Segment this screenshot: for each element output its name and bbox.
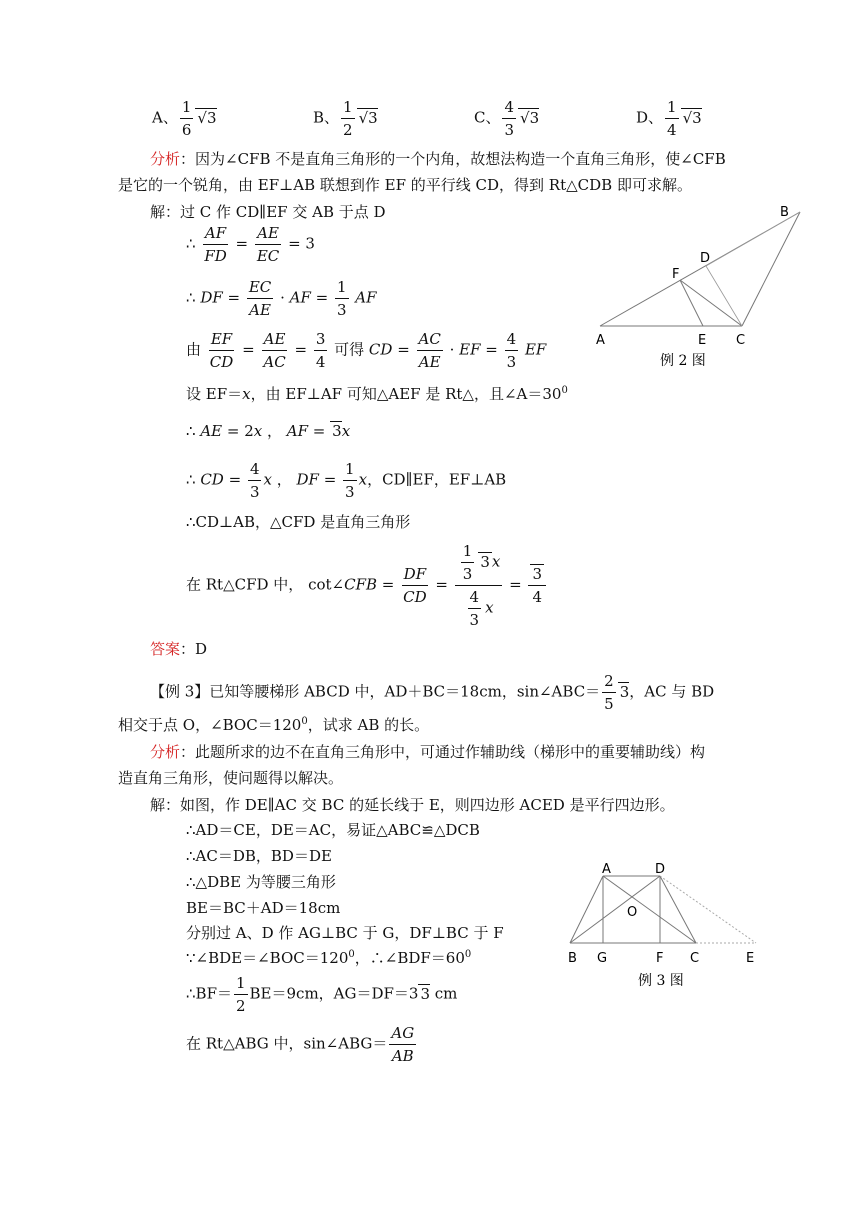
sqrt3: √3 <box>520 108 540 127</box>
set-text2: ，由 EF⊥AF 可知△AEF 是 Rt△，且∠A＝30 <box>250 385 562 403</box>
s8a: ∴BF＝ <box>186 984 232 1003</box>
eq-df: ∴ DF = $\frac{EC}{AE}$ · AF = $\frac{1}{3}$ AF <box>186 278 377 319</box>
analysis-text: ：因为∠CFB 不是直角三角形的一个内角，故想法构造一个直角三角形，使∠CFB <box>180 150 726 168</box>
ex3-line2: 相交于点 O，$\angle BOC=120^0$，试求 AB 的长。 <box>118 716 430 734</box>
option-c <box>474 96 539 141</box>
option-a-label: A、 <box>152 108 178 127</box>
ex3-s7: $\because\angle BDE=\angle BOC=120^0$，$\therefore\angle BDF=60^0$ <box>186 949 472 967</box>
analysis-text: ：此题所求的边不在直角三角形中，可通过作辅助线（梯形中的重要辅助线）构 <box>180 743 706 761</box>
ex3-s3: ∴AC＝DB，BD＝DE <box>186 847 332 865</box>
numerator: 1 <box>180 96 194 119</box>
ex3-s6: 分别过 A、D 作 AG⊥BC 于 G，DF⊥BC 于 F <box>186 924 504 942</box>
in-rt-text: 在 Rt△CFD 中， <box>186 575 304 594</box>
eq-cot: 在 Rt△CFD 中， cot∠CFB = $\frac{DF}{CD}$ = $\frac{1}{3}$ 3 x $\frac{4}{3}$ x = $\frac{3}{4}$ <box>186 540 548 631</box>
ex2-solution-line1: 解：过 C 作 CD∥EF 交 AB 于点 D <box>150 203 386 221</box>
numerator: 4 <box>502 96 516 119</box>
ex3-solution-line1: 解：如图，作 DE∥AC 交 BC 的延长线于 E，则四边形 ACED 是平行四边形。 <box>150 796 675 814</box>
s9-text: 在 Rt△ABG 中，sin∠ABG＝ <box>186 1034 388 1053</box>
point-g-label: G <box>597 951 608 966</box>
denominator: 2 <box>343 121 353 139</box>
answer-label: 答案 <box>150 640 181 658</box>
numerator: 2 <box>602 670 616 693</box>
sqrt3: √3 <box>197 108 217 127</box>
option-d-label: D、 <box>636 108 664 127</box>
figure-3-caption: 例 3 图 <box>638 973 684 989</box>
figure-example-2 <box>590 200 810 380</box>
s7b: ，∴∠BDF＝60 <box>354 949 465 967</box>
ex3-title-tail: ，AC 与 BD <box>629 682 715 701</box>
ex3-s9: 在 Rt△ABG 中，sin∠ABG＝ $\frac{AG}{AB}$ <box>186 1024 415 1065</box>
figure-2-caption: 例 2 图 <box>660 353 706 369</box>
numerator: 1 <box>665 96 679 119</box>
option-b <box>313 96 378 141</box>
cd-tail: ，CD∥EF，EF⊥AB <box>367 470 507 489</box>
ex3-line2-text: 相交于点 O，∠BOC＝120 <box>118 716 302 734</box>
point-b-label: B <box>568 951 577 966</box>
fraction <box>341 96 355 141</box>
eq-ef-cd: 由 $\frac{EF}{CD}$ = $\frac{AE}{AC}$ = $\frac{3}{4}$ 可得 CD = $\frac{AC}{AE}$ · EF = $\frac{4}{3}$ EF <box>186 330 547 371</box>
point-o-label: O <box>627 905 638 920</box>
fraction <box>502 96 516 141</box>
denominator: 4 <box>667 121 677 139</box>
point-a-label: A <box>596 333 605 348</box>
option-a <box>152 96 217 141</box>
option-b-label: B、 <box>313 108 340 127</box>
analysis-label: 分析 <box>150 150 181 168</box>
point-d-label: D <box>655 862 666 877</box>
numerator: 1 <box>341 96 355 119</box>
figure-example-3 <box>560 858 770 998</box>
point-c-label: C <box>736 333 746 348</box>
ex2-answer <box>150 638 207 659</box>
ex2-analysis-line2: 是它的一个锐角，由 EF⊥AB 联想到作 EF 的平行线 CD，得到 Rt△CDB 即可求解。 <box>118 176 692 194</box>
analysis-label: 分析 <box>150 743 181 761</box>
eq-af-fd: ∴ $\frac{AF}{FD}$ = $\frac{AE}{EC}$ = 3 <box>186 224 315 265</box>
s8b: BE＝9cm，AG＝DF＝3 <box>249 984 419 1003</box>
point-c-label: C <box>690 951 700 966</box>
set-text: 设 EF＝ <box>186 385 243 403</box>
fraction <box>665 96 679 141</box>
ex3-s2: ∴AD＝CE，DE＝AC，易证△ABC≌△DCB <box>186 821 480 839</box>
answer-value: ：D <box>180 640 208 658</box>
ex2-analysis-line1 <box>150 148 726 169</box>
ex3-line2-tail: ，试求 AB 的长。 <box>307 716 430 734</box>
ex3-analysis-line2: 造直角三角形，使问题得以解决。 <box>118 769 344 787</box>
point-a-label: A <box>602 862 611 877</box>
eq-ae: ∴ AE = 2x ， AF = 3x <box>186 422 351 440</box>
point-f-label: F <box>672 267 680 282</box>
fraction <box>180 96 194 141</box>
denominator: 6 <box>181 121 192 139</box>
denominator: 5 <box>604 695 614 713</box>
line-set-ef: 设 EF＝x，由 EF⊥AF 可知△AEF 是 Rt△，且$\angle A=30^0$ <box>186 385 568 403</box>
ex3-s5: BE＝BC＋AD＝18cm <box>186 899 341 917</box>
ex3-s8: ∴BF＝ $\frac{1}{2}$ BE＝9cm，AG＝DF＝3 3 cm <box>186 974 458 1015</box>
point-d-label: D <box>700 251 711 266</box>
point-f-label: F <box>656 951 664 966</box>
s8c: cm <box>430 984 458 1003</box>
denominator: 3 <box>504 121 515 139</box>
sqrt3: √3 <box>682 108 702 127</box>
point-e-label: E <box>698 333 707 348</box>
s7a: ∵∠BDE＝∠BOC＝120 <box>186 949 349 967</box>
option-c-label: C、 <box>474 108 501 127</box>
ex3-title-text: 【例 3】已知等腰梯形 ABCD 中，AD＋BC＝18cm，sin∠ABC＝ <box>150 682 601 701</box>
ex3-analysis-line1 <box>150 741 705 762</box>
ex3-s4: ∴△DBE 为等腰三角形 <box>186 873 336 891</box>
sqrt3: √3 <box>358 108 378 127</box>
eq-cd: ∴ CD = $\frac{4}{3}$ x ， DF = $\frac{1}{3}$ x，CD∥EF，EF⊥AB <box>186 460 507 501</box>
point-b-label: B <box>780 205 789 220</box>
line-cd-perp: ∴CD⊥AB，△CFD 是直角三角形 <box>186 513 411 531</box>
point-e-label: E <box>746 951 755 966</box>
option-d <box>636 96 702 141</box>
ex3-title: 【例 3】已知等腰梯形 ABCD 中，AD＋BC＝18cm，sin∠ABC＝ $\frac{2}{5}$ 3，AC 与 BD <box>150 672 715 713</box>
